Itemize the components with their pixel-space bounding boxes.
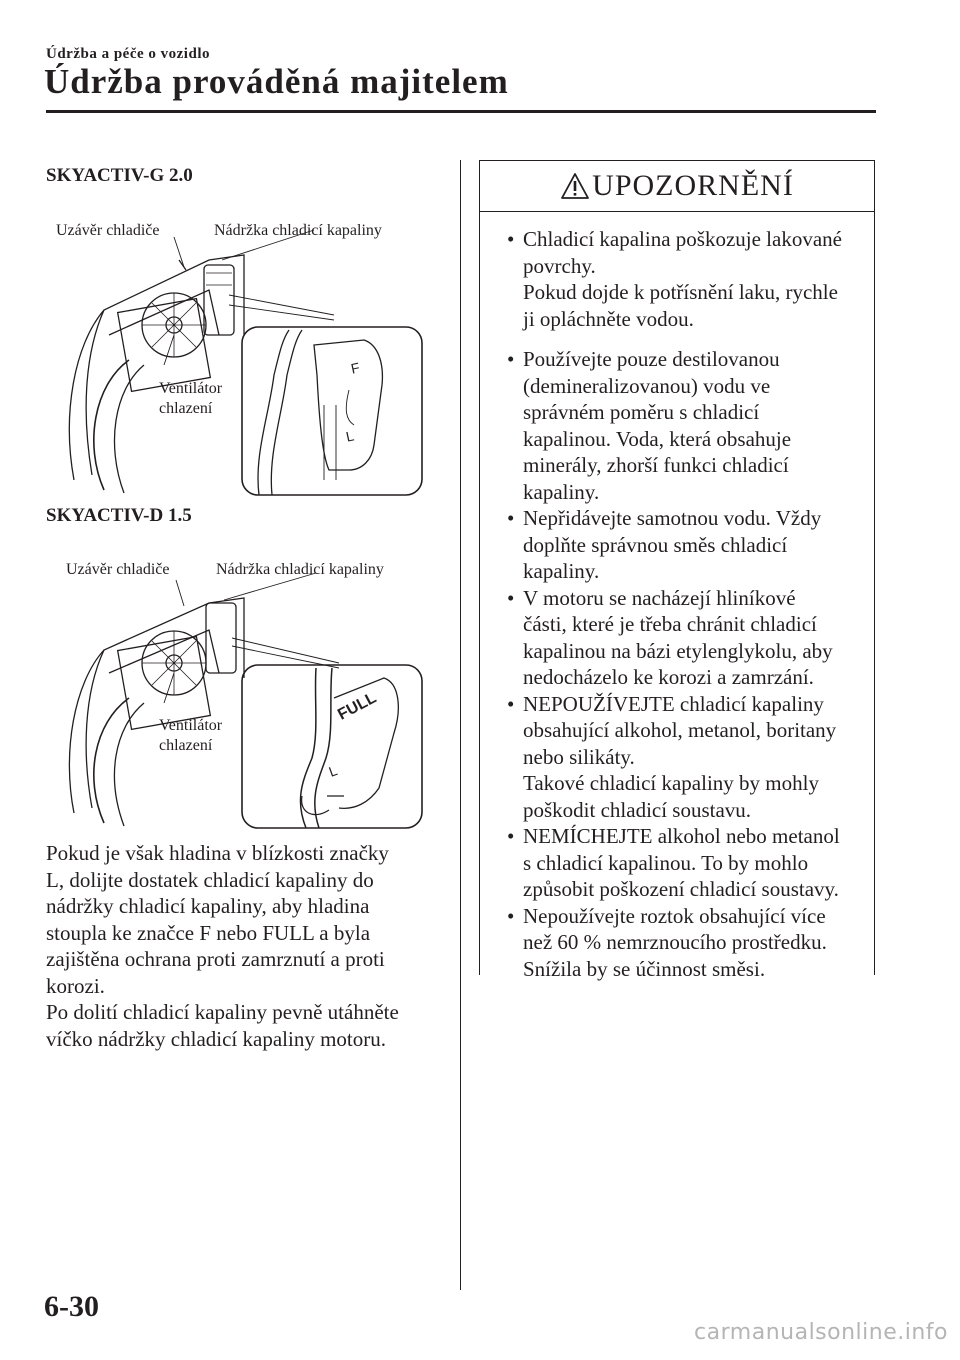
label-cooling-fan: Ventilátor chlazení xyxy=(159,380,223,417)
figure-skyactiv-g xyxy=(44,215,434,500)
tank-mark-lower: L xyxy=(344,427,356,445)
body-paragraph-1: Pokud je však hladina v blízkosti značky L, dolijte dostatek chladicí kapaliny do nádržky chladicí kapaliny, aby hladina stoupla ke značce F nebo FULL a byla zajištěna ochrana proti zamrznutí a proti korozi. xyxy=(46,841,389,998)
warning-item: • Používejte pouze destilovanou (demineralizovanou) vodu ve správném poměru s chladicí kapalinou. Voda, která obsahuje minerály, zhorší funkci chladicí kapaliny. xyxy=(507,347,792,504)
bullet: • xyxy=(507,585,515,610)
header-section: Údržba a péče o vozidlo xyxy=(46,46,210,62)
tank-mark-lower: L xyxy=(326,762,340,780)
engine-bay-illustration xyxy=(44,558,434,833)
section-label-skyactiv-d: SKYACTIV-D 1.5 xyxy=(46,505,192,526)
column-divider xyxy=(460,160,461,1290)
figure-skyactiv-d xyxy=(44,558,434,833)
label-radiator-cap: Uzávěr chladiče xyxy=(66,561,170,578)
warning-item: • NEPOUŽÍVEJTE chladicí kapaliny obsahující alkohol, metanol, boritany nebo silikáty. Takové chladicí kapaliny by mohly poškodit chladicí soustavu. xyxy=(507,691,837,822)
header-rule xyxy=(46,110,876,113)
label-coolant-tank: Nádržka chladicí kapaliny xyxy=(214,222,382,239)
warning-list xyxy=(480,226,874,982)
section-label-skyactiv-g: SKYACTIV-G 2.0 xyxy=(46,165,193,186)
bullet: • xyxy=(507,347,515,371)
warning-box xyxy=(479,160,875,981)
tank-mark-upper: F xyxy=(349,359,362,377)
bullet: • xyxy=(507,824,515,848)
bullet: • xyxy=(507,506,515,530)
tank-mark-upper: FULL xyxy=(335,689,380,724)
bullet: • xyxy=(507,691,515,716)
warning-item: • Nepoužívejte roztok obsahující více než 60 % nemrznoucího prostředku. Snížila by se účinnost směsi. xyxy=(507,903,827,981)
label-coolant-tank: Nádržka chladicí kapaliny xyxy=(216,561,384,578)
watermark: carmanualsonline.info xyxy=(694,1320,948,1345)
warning-title: UPOZORNĚNÍ xyxy=(592,169,794,202)
body-text xyxy=(46,840,456,1052)
page-number: 6-30 xyxy=(44,1290,99,1323)
warning-item: • Nepřidávejte samotnou vodu. Vždy doplňte správnou směs chladicí kapaliny. xyxy=(507,506,822,583)
label-radiator-cap: Uzávěr chladiče xyxy=(56,222,160,239)
engine-bay-illustration xyxy=(44,215,434,500)
warning-item: • V motoru se nacházejí hliníkové části, které je třeba chránit chladicí kapalinou na bázi etylenglykolu, aby nedocházelo ke korozi a zamrzání. xyxy=(507,585,833,689)
page-title: Údržba prováděná majitelem xyxy=(44,62,509,101)
bullet: • xyxy=(507,227,515,251)
body-paragraph-2: Po dolití chladicí kapaliny pevně utáhněte víčko nádržky chladicí kapaliny motoru. xyxy=(46,1000,399,1051)
warning-item: • Chladicí kapalina poškozuje lakované povrchy. Pokud dojde k potřísnění laku, rychle ji opláchněte vodou. xyxy=(507,227,842,331)
label-cooling-fan: Ventilátor chlazení xyxy=(159,717,223,754)
warning-header xyxy=(480,160,874,212)
warning-triangle-icon xyxy=(560,172,590,200)
bullet: • xyxy=(507,903,515,928)
warning-item: • NEMÍCHEJTE alkohol nebo metanol s chladicí kapalinou. To by mohlo způsobit poškození chladicí soustavy. xyxy=(507,824,840,901)
